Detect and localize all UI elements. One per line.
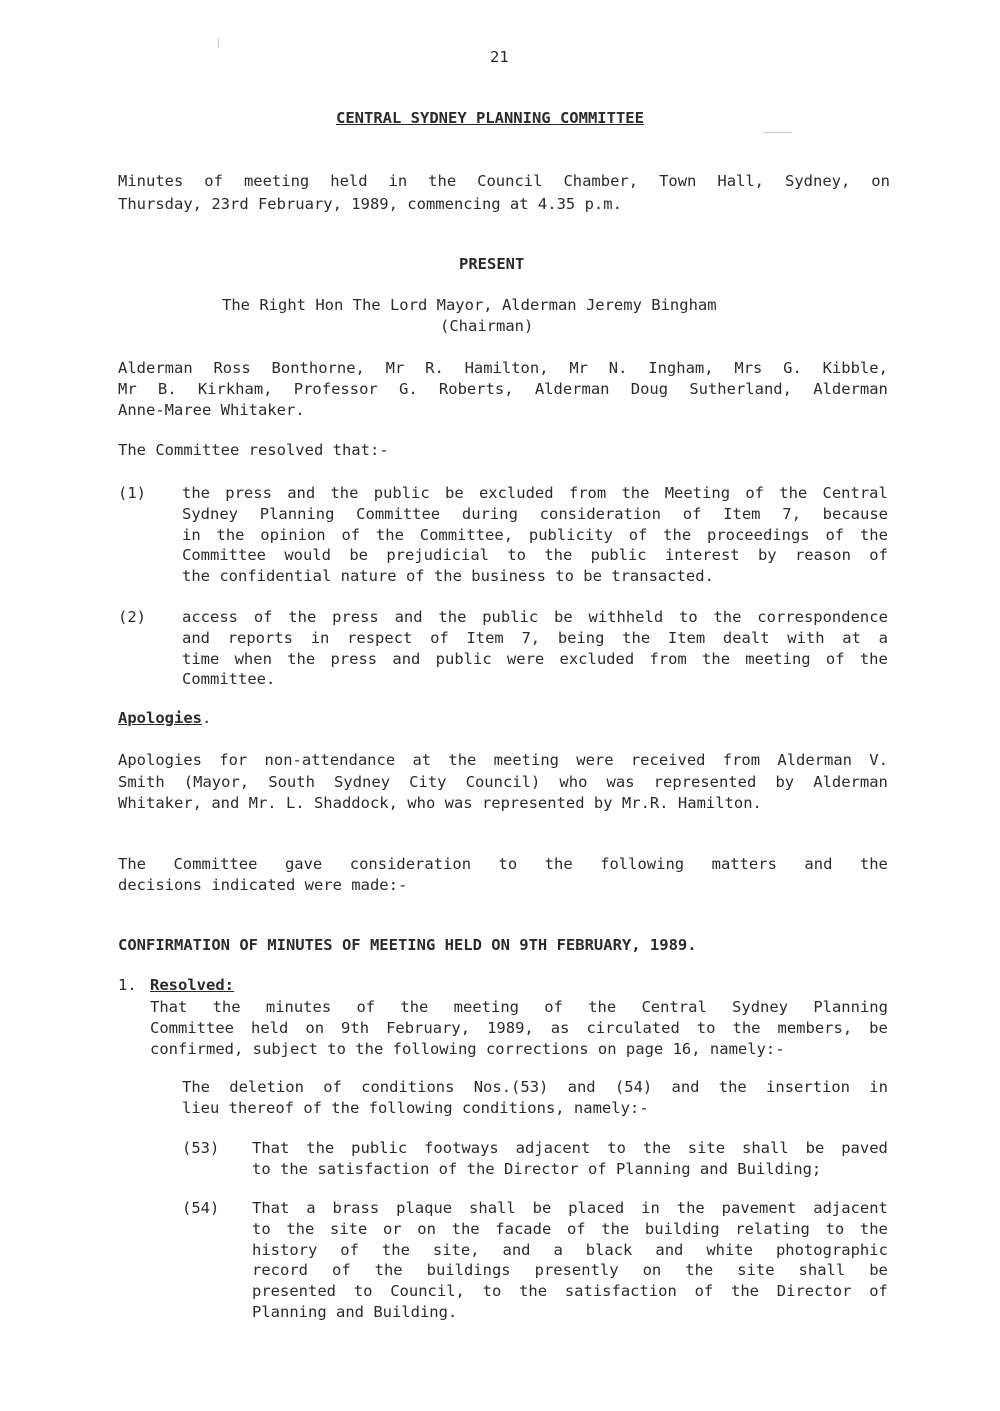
word: the	[448, 751, 477, 769]
word: Alderman	[777, 751, 853, 769]
word: Sydney,	[785, 172, 851, 190]
word: be	[869, 1018, 888, 1037]
word: of	[253, 608, 273, 626]
word: to	[607, 1139, 626, 1157]
word: the	[330, 484, 359, 502]
word: black	[585, 1240, 633, 1259]
word: relating	[735, 1219, 810, 1238]
word: Committee	[173, 855, 258, 873]
word: of	[825, 649, 845, 668]
word: and	[655, 1240, 684, 1259]
intro-line-2: Thursday, 23rd February, 1989, commencing at 4.35 p.m.	[118, 195, 622, 213]
word: to	[482, 1282, 502, 1301]
word: being	[557, 628, 605, 647]
word: the	[642, 1139, 671, 1157]
word: of	[566, 1219, 586, 1238]
word: B.	[157, 380, 177, 398]
word: of	[745, 484, 764, 502]
word: a	[878, 628, 888, 647]
word: and	[804, 855, 833, 873]
word: the	[859, 649, 888, 668]
word: the	[718, 1078, 747, 1096]
word: the	[216, 525, 245, 544]
word: minutes	[265, 998, 332, 1016]
word: meeting	[453, 998, 519, 1016]
word: a	[553, 1240, 563, 1259]
word: Nos.(53)	[473, 1078, 549, 1096]
apologies-heading	[118, 709, 211, 727]
text-line	[182, 608, 888, 626]
text-line	[150, 998, 888, 1016]
apologies-heading-text: Apologies	[118, 709, 202, 727]
text-line	[252, 1261, 888, 1279]
consideration-line-2: decisions indicated were made:-	[118, 876, 408, 894]
word: site	[329, 1219, 368, 1238]
word: be	[869, 1261, 888, 1280]
word: Hamilton,	[464, 359, 549, 377]
word: matters	[711, 855, 777, 873]
word: on	[417, 1219, 436, 1238]
word: circulated	[586, 1018, 680, 1037]
word: to	[507, 546, 526, 565]
word: the	[375, 525, 404, 544]
word: Item	[466, 628, 504, 647]
word: in	[869, 1078, 888, 1096]
word: shall	[469, 1199, 516, 1217]
word: from	[568, 484, 607, 502]
word: The	[118, 855, 146, 873]
present-heading: PRESENT	[459, 255, 525, 273]
word: Sydney	[732, 998, 789, 1016]
word: the	[731, 1282, 760, 1301]
word: and	[567, 1078, 596, 1096]
text-line	[252, 1220, 888, 1238]
word: Committee	[182, 546, 266, 565]
word: Kibble,	[822, 359, 888, 377]
word: Alderman	[534, 380, 610, 398]
word: the	[702, 649, 731, 668]
word: because	[822, 504, 888, 523]
word: the	[182, 484, 210, 502]
word: be	[554, 608, 573, 626]
word: 7,	[782, 504, 801, 523]
word: in	[641, 1199, 660, 1217]
word: to	[678, 608, 698, 626]
word: the	[859, 855, 888, 873]
word: of	[628, 525, 648, 544]
text-line	[182, 484, 888, 502]
word: press	[330, 649, 378, 668]
confirmation-item-number: 1.	[118, 976, 137, 994]
word: of	[694, 1282, 714, 1301]
word: of	[430, 628, 449, 647]
word: Bonthorne,	[271, 359, 365, 377]
document-title: CENTRAL SYDNEY PLANNING COMMITTEE	[336, 109, 644, 127]
word: Council,	[390, 1282, 465, 1301]
word: the	[428, 172, 457, 190]
word: adjacent	[515, 1139, 591, 1157]
word: received	[630, 751, 706, 769]
word: of	[869, 1282, 888, 1301]
word: pavement	[721, 1199, 797, 1217]
word: the	[621, 484, 650, 502]
word: to	[252, 1219, 271, 1238]
word: footways	[424, 1139, 499, 1157]
word: the	[306, 1139, 335, 1157]
word: history	[252, 1240, 318, 1259]
word: 9th	[341, 1018, 370, 1037]
word: buildings	[426, 1261, 511, 1280]
word: the	[685, 1261, 714, 1280]
word: Sutherland,	[689, 380, 792, 398]
word: on	[642, 1261, 662, 1280]
word: That	[252, 1199, 290, 1217]
text-line	[182, 1078, 888, 1096]
text-line: the confidential nature of the business to be transacted.	[182, 567, 714, 586]
word: to	[696, 1018, 716, 1037]
text-line	[150, 1019, 888, 1037]
word: Director	[776, 1282, 852, 1301]
chair-line-2: (Chairman)	[440, 317, 534, 335]
word: Alderman	[813, 773, 888, 791]
word: Committee	[356, 504, 441, 523]
text-line: Committee.	[182, 670, 276, 689]
word: Planning	[813, 998, 888, 1016]
word: publicity	[528, 525, 613, 544]
word: when	[234, 649, 272, 668]
word: and	[671, 1078, 700, 1096]
word: Central	[641, 998, 707, 1016]
word: held	[251, 1018, 289, 1037]
word: Doug	[630, 380, 669, 398]
word: to	[825, 1219, 845, 1238]
word: paved	[841, 1139, 888, 1157]
word: Minutes	[118, 172, 184, 190]
word: That	[252, 1139, 290, 1157]
word: 1989,	[487, 1018, 534, 1037]
word: shall	[742, 1139, 789, 1157]
word: Mr	[569, 359, 589, 377]
resolution-item-number: (2)	[118, 608, 146, 626]
word: and	[392, 649, 421, 668]
word: by	[757, 546, 777, 565]
condition-number: (54)	[182, 1199, 220, 1217]
word: consideration	[539, 504, 661, 523]
word: in	[388, 172, 408, 190]
word: non-attendance	[264, 751, 396, 769]
text-line	[182, 629, 888, 647]
word: (54)	[614, 1078, 653, 1096]
word: insertion	[766, 1078, 851, 1096]
word: Hall,	[717, 172, 765, 190]
word: in	[310, 628, 330, 647]
word: be	[445, 484, 464, 502]
word: from	[722, 751, 761, 769]
word: Central	[822, 484, 888, 502]
word: access	[182, 608, 238, 626]
word: of	[331, 1261, 351, 1280]
word: a	[306, 1199, 316, 1217]
word: G.	[399, 380, 418, 398]
apologies-line-1	[118, 751, 888, 769]
resolution-intro: The Committee resolved that:-	[118, 441, 389, 459]
word: held	[330, 172, 368, 190]
word: (Mayor,	[183, 773, 250, 791]
word: the	[286, 1219, 315, 1238]
word: facade	[495, 1219, 552, 1238]
word: public	[373, 484, 430, 502]
word: to	[498, 855, 518, 873]
members-line-2	[118, 380, 888, 398]
word: as	[550, 1018, 570, 1037]
word: of	[340, 1240, 359, 1259]
word: plaque	[396, 1199, 453, 1217]
word: Planning	[259, 504, 335, 523]
word: be	[805, 1139, 825, 1157]
word: shall	[798, 1261, 846, 1280]
word: Ross	[213, 359, 251, 377]
word: were	[576, 751, 614, 769]
word: on	[305, 1018, 325, 1037]
text-line	[182, 526, 888, 544]
page-number: 21	[490, 48, 509, 66]
text-line: Planning and Building.	[252, 1303, 458, 1321]
word: consideration	[349, 855, 472, 873]
word: of	[204, 172, 223, 190]
word: the	[859, 1219, 888, 1238]
word: the	[287, 649, 316, 668]
word: meeting	[493, 751, 559, 769]
word: be	[532, 1199, 552, 1217]
word: Professor	[293, 380, 378, 398]
word: withheld	[588, 608, 664, 626]
word: of	[356, 998, 376, 1016]
word: the	[438, 608, 467, 626]
word: by	[775, 773, 795, 791]
word: public	[351, 1139, 408, 1157]
word: during	[461, 504, 518, 523]
word: the	[544, 546, 573, 565]
word: and	[394, 608, 423, 626]
word: site	[737, 1261, 775, 1280]
chair-line-1: The Right Hon The Lord Mayor, Alderman Jeremy Bingham	[222, 296, 717, 314]
word: excluded	[478, 484, 554, 502]
word: time	[182, 649, 220, 668]
word: Apologies	[118, 751, 202, 769]
word: Town	[659, 172, 697, 190]
word: Item	[723, 504, 761, 523]
text-line	[182, 650, 888, 668]
scan-mark	[218, 38, 219, 48]
word: G.	[783, 359, 802, 377]
word: public	[482, 608, 539, 626]
word: was	[606, 773, 635, 791]
text-line: confirmed, subject to the following corrections on page 16, namely:-	[150, 1039, 785, 1058]
word: on	[871, 172, 890, 190]
word: excluded	[559, 649, 635, 668]
word: were	[506, 649, 545, 668]
text-line	[252, 1282, 888, 1300]
word: the	[622, 628, 651, 647]
word: Council	[477, 172, 543, 190]
word: and	[502, 1240, 531, 1259]
word: interest	[664, 546, 740, 565]
word: Sydney	[334, 773, 391, 791]
word: Council)	[465, 773, 541, 791]
word: brass	[332, 1199, 380, 1217]
word: Alderman	[118, 359, 193, 377]
resolved-label: Resolved:	[150, 976, 234, 994]
word: the	[588, 998, 617, 1016]
word: the	[212, 998, 241, 1016]
word: the	[663, 525, 692, 544]
word: That	[150, 998, 188, 1016]
word: white	[706, 1240, 753, 1259]
text-line: lieu thereof of the following conditions, namely:-	[182, 1098, 649, 1117]
apologies-line-2	[118, 773, 888, 791]
apologies-line-3: Whitaker, and Mr. L. Shaddock, who was represented by Mr.R. Hamilton.	[118, 794, 762, 812]
text-line	[182, 546, 888, 564]
text-line	[252, 1199, 888, 1217]
word: record	[252, 1261, 308, 1280]
word: the	[451, 1219, 480, 1238]
word: V.	[869, 751, 888, 769]
word: gave	[284, 855, 323, 873]
word: Mr	[118, 380, 137, 398]
word: the	[544, 855, 573, 873]
word: of	[682, 504, 702, 523]
word: Meeting	[664, 484, 731, 502]
word: 7,	[521, 628, 541, 647]
text-line	[252, 1241, 888, 1259]
word: the	[779, 484, 808, 502]
word: opinion	[260, 525, 326, 544]
word: following	[600, 855, 685, 873]
word: and	[182, 628, 210, 647]
word: meeting	[243, 172, 310, 190]
word: of	[341, 525, 361, 544]
word: City	[409, 773, 447, 791]
word: of	[825, 525, 845, 544]
word: would	[284, 546, 331, 565]
word: N.	[608, 359, 628, 377]
word: reason	[794, 546, 851, 565]
word: site,	[432, 1240, 480, 1259]
word: proceedings	[706, 525, 810, 544]
word: the	[601, 1219, 630, 1238]
word: to	[353, 1282, 373, 1301]
word: Item	[667, 628, 706, 647]
word: press	[332, 608, 379, 626]
word: the	[713, 608, 742, 626]
word: the	[381, 1240, 410, 1259]
word: prejudicial	[386, 546, 489, 565]
word: the	[859, 525, 888, 544]
word: Committee	[150, 1018, 234, 1037]
word: the	[374, 1261, 403, 1280]
word: site	[687, 1139, 726, 1157]
word: Ingham,	[648, 359, 714, 377]
word: deletion	[229, 1078, 304, 1096]
word: of	[323, 1078, 342, 1096]
word: reports	[227, 628, 294, 647]
word: the	[732, 1018, 761, 1037]
word: the	[519, 1282, 548, 1301]
text-line	[252, 1139, 888, 1157]
consideration-line-1	[118, 855, 888, 873]
word: from	[649, 649, 687, 668]
word: Roberts,	[438, 380, 514, 398]
word: in	[182, 525, 201, 544]
word: placed	[568, 1199, 625, 1217]
word: adjacent	[813, 1199, 888, 1217]
word: Kirkham,	[197, 380, 273, 398]
word: or	[382, 1219, 402, 1238]
word: public	[435, 649, 492, 668]
word: press	[225, 484, 272, 502]
word: February,	[386, 1018, 471, 1037]
word: of	[869, 546, 888, 565]
members-line-3: Anne-Maree Whitaker.	[118, 401, 305, 419]
text-line: to the satisfaction of the Director of Planning and Building;	[252, 1159, 822, 1178]
word: The	[182, 1078, 210, 1096]
word: at	[842, 628, 861, 647]
word: Sydney	[182, 504, 238, 523]
word: represented	[653, 773, 757, 791]
word: respect	[347, 628, 413, 647]
word: Alderman	[813, 380, 888, 398]
word: and	[287, 484, 316, 502]
word: presently	[534, 1261, 619, 1280]
word: for	[219, 751, 248, 769]
word: who	[559, 773, 588, 791]
word: R.	[425, 359, 444, 377]
word: the	[676, 1199, 705, 1217]
intro-line-1	[118, 172, 890, 190]
word: public	[590, 546, 647, 565]
word: be	[349, 546, 368, 565]
word: meeting	[745, 649, 811, 668]
word: the	[288, 608, 317, 626]
apologies-heading-suffix: .	[202, 709, 212, 727]
resolution-item-number: (1)	[118, 484, 146, 502]
condition-number: (53)	[182, 1139, 220, 1157]
word: the	[400, 998, 429, 1016]
word: Mr	[385, 359, 405, 377]
word: of	[544, 998, 563, 1016]
word: conditions	[361, 1078, 455, 1096]
word: Smith	[118, 773, 165, 791]
members-line-1	[118, 359, 888, 377]
word: Mrs	[734, 359, 763, 377]
confirmation-heading: CONFIRMATION OF MINUTES OF MEETING HELD ON 9TH FEBRUARY, 1989.	[118, 936, 697, 954]
word: Chamber,	[563, 172, 639, 190]
word: satisfaction	[564, 1282, 677, 1301]
word: photographic	[775, 1240, 888, 1259]
word: Committee,	[419, 525, 514, 544]
word: building	[644, 1219, 720, 1238]
word: at	[412, 751, 432, 769]
scan-mark	[764, 132, 792, 133]
word: dealt	[722, 628, 770, 647]
word: members,	[777, 1018, 853, 1037]
word: with	[787, 628, 825, 647]
text-line	[182, 505, 888, 523]
word: presented	[252, 1282, 336, 1301]
word: correspondence	[757, 608, 888, 626]
word: South	[268, 773, 315, 791]
